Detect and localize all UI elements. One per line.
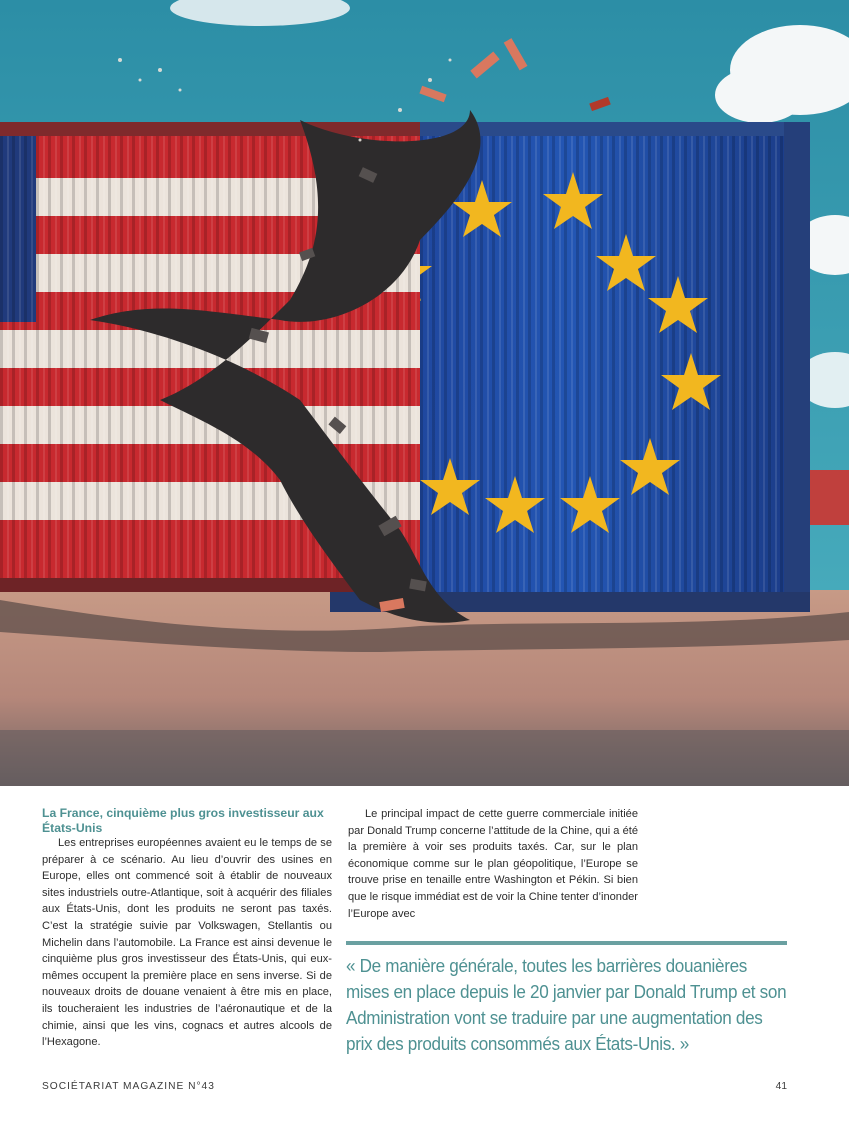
- right-paragraph: Le principal impact de cette guerre commerciale initiée par Donald Trump concerne l’attitude de la Chine, qui a été la première à voir ses produits taxés. Car, sur le plan économique comme sur le plan géopolitique, l’Europe se trouve prise en tenaille entre Washington et Pékin. Si bien que le risque immédiat est de voir la Chine tenter d’inonder l’Europe avec: [348, 808, 638, 920]
- section-heading: La France, cinquième plus gros investisseur aux États-Unis: [42, 806, 324, 835]
- footer-publication: SOCIÉTARIAT MAGAZINE N°43: [42, 1081, 215, 1092]
- article-left-column: [42, 806, 332, 1051]
- left-paragraph: Les entreprises européennes avaient eu le temps de se préparer à ce scénario. Au lieu d’ouvrir des usines en Europe, elles ont commencé soit à établir de nouveaux sites industriels outre-Atlantique, soit à acquérir des filiales aux États-Unis, dont les produits ne seront pas taxés. C’est la stratégie suivie par Volkswagen, Stellantis ou Michelin dans l’automobile. La France est ainsi devenue le cinquième plus gros investisseur des États-Unis, qui eux-mêmes occupent la première place en sens inverse. Si de nouveaux droits de douane venaient à être mis en place, ils toucheraient les industries de l’aéronautique et de la chimie, ainsi que les vins, cognacs et autres alcools de l’Hexagone.: [42, 837, 332, 1049]
- page-number: 41: [775, 1081, 787, 1092]
- article-right-column: [348, 806, 638, 922]
- background-container: [810, 470, 849, 525]
- pull-quote-rule: [346, 941, 787, 945]
- pull-quote: « De manière générale, toutes les barrières douanières mises en place depuis le 20 janvier par Donald Trump et son Administration vont se traduire par une augmentation des prix des produits consommés aux États-Unis. »: [346, 955, 787, 1054]
